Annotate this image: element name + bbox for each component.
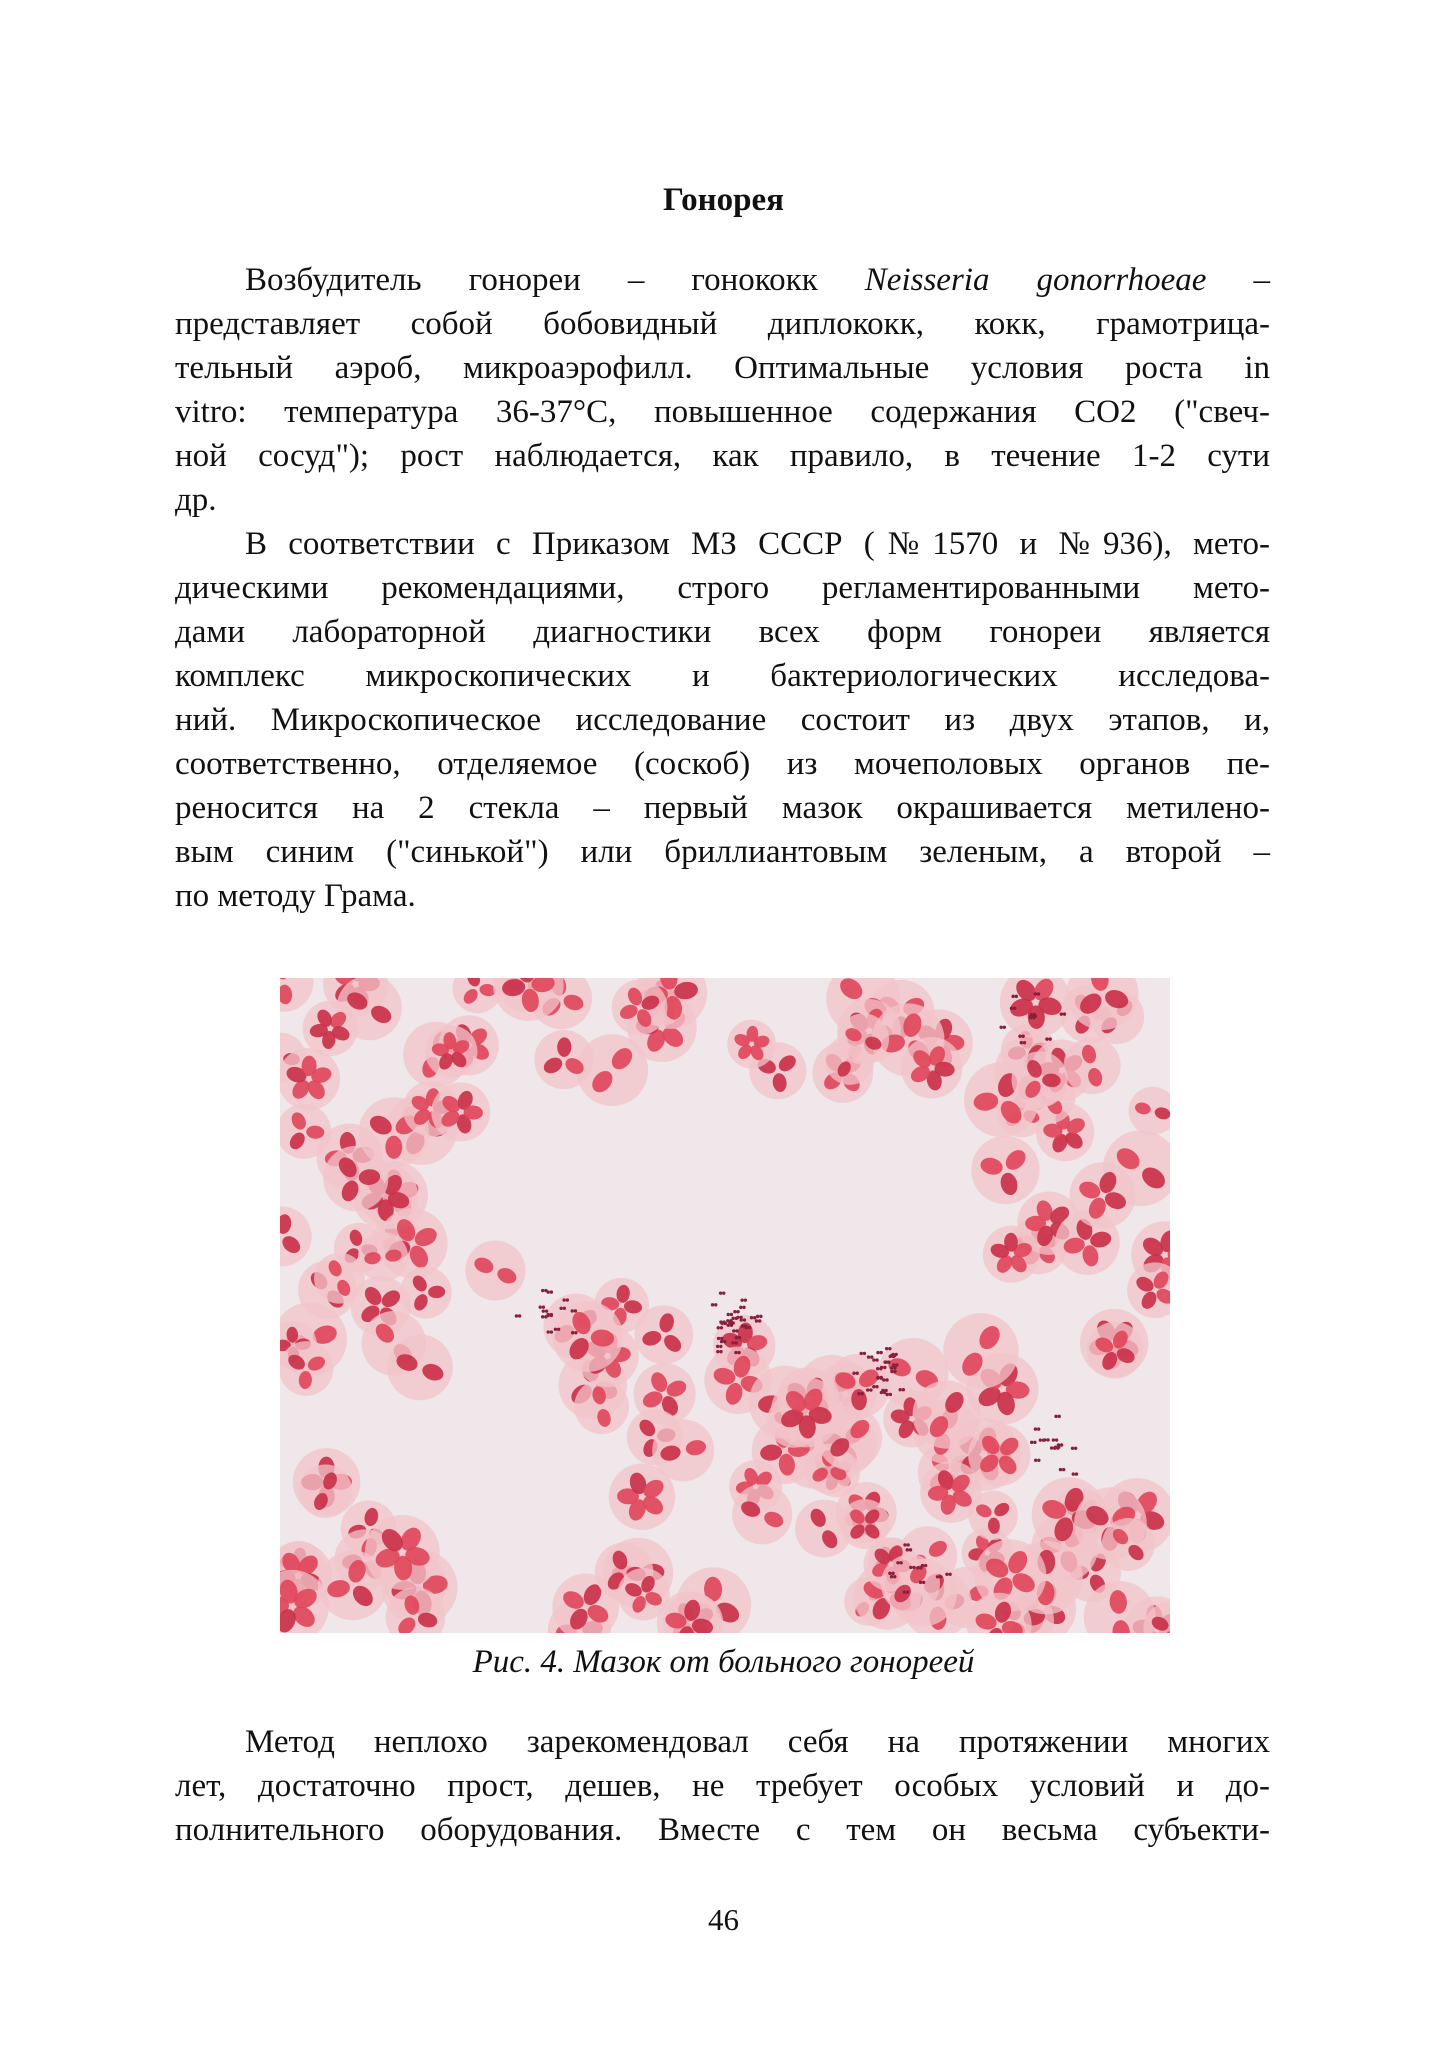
diplococcus	[563, 1307, 566, 1310]
diplococcus	[719, 1345, 722, 1348]
diplococcus	[717, 1326, 720, 1329]
diplococcus	[720, 1340, 723, 1343]
diplococcus	[550, 1314, 553, 1317]
page-number: 46	[708, 1902, 739, 1937]
diplococcus	[759, 1315, 762, 1318]
diplococcus	[733, 1310, 736, 1313]
cell-body	[913, 1380, 981, 1448]
cell-body	[387, 1334, 453, 1400]
cell-body	[838, 1013, 889, 1064]
diplococcus	[921, 1564, 924, 1567]
diplococcus	[857, 1392, 860, 1395]
text-line: по методу Грама.	[175, 878, 416, 914]
diplococcus	[539, 1305, 542, 1308]
diplococcus	[876, 1376, 879, 1379]
diplococcus	[1034, 1427, 1037, 1430]
diplococcus	[859, 1352, 862, 1355]
diplococcus	[895, 1363, 898, 1366]
diplococcus	[893, 1370, 896, 1373]
paragraph-1	[175, 258, 1270, 522]
cell-body	[652, 1419, 714, 1481]
diplococcus	[1039, 1438, 1042, 1441]
diplococcus	[888, 1347, 891, 1350]
diplococcus	[896, 1561, 899, 1564]
diplococcus	[890, 1366, 893, 1369]
diplococcus	[895, 1353, 898, 1356]
cell-body	[1087, 1322, 1144, 1379]
diplococcus	[740, 1318, 743, 1321]
diplococcus	[870, 1355, 873, 1358]
text-line: ной сосуд"); рост наблюдается, как правило, в течение 1-2 сути	[175, 438, 1270, 474]
diplococcus	[738, 1336, 741, 1339]
diplococcus	[1030, 1015, 1033, 1018]
diplococcus	[1048, 1037, 1051, 1040]
diplococcus	[1050, 1446, 1053, 1449]
diplococcus	[912, 1566, 915, 1569]
text-line: соответственно, отделяемое (соскоб) из мочеполовых органов пе-	[175, 746, 1270, 782]
diplococcus	[1072, 1472, 1075, 1475]
diplococcus	[722, 1320, 725, 1323]
diplococcus	[742, 1306, 745, 1309]
diplococcus	[1003, 1026, 1006, 1029]
diplococcus	[876, 1367, 879, 1370]
diplococcus	[547, 1330, 550, 1333]
diplococcus	[550, 1290, 553, 1293]
diplococcus	[876, 1351, 879, 1354]
diplococcus	[716, 1345, 719, 1348]
diplococcus	[1033, 1441, 1036, 1444]
diplococcus	[719, 1350, 722, 1353]
nucleus-lobe	[385, 1136, 402, 1159]
diplococcus	[744, 1324, 747, 1327]
diplococcus	[727, 1313, 730, 1316]
diplococcus	[890, 1370, 893, 1373]
diplococcus	[737, 1351, 740, 1354]
diplococcus	[711, 1303, 714, 1306]
cell-body	[732, 1484, 792, 1544]
diplococcus	[731, 1341, 734, 1344]
diplococcus	[863, 1352, 866, 1355]
diplococcus	[739, 1306, 742, 1309]
text-line	[175, 258, 1270, 302]
diplococcus	[1045, 1037, 1048, 1040]
diplococcus	[732, 1329, 735, 1332]
diplococcus	[1055, 1438, 1058, 1441]
diplococcus	[867, 1355, 870, 1358]
diplococcus	[881, 1389, 884, 1392]
text-line: тельный аэроб, микроаэрофилл. Оптимальные условия роста in	[175, 350, 1270, 386]
diplococcus	[869, 1388, 872, 1391]
diplococcus	[888, 1572, 891, 1575]
text-line: В соответствии с Приказом МЗ СССР (№1570 и №936), мето-	[245, 526, 1270, 562]
diplococcus	[518, 1314, 521, 1317]
diplococcus	[1010, 1007, 1013, 1010]
diplococcus	[885, 1393, 888, 1396]
gram-stain-smear-image	[280, 978, 1170, 1633]
diplococcus	[557, 1328, 560, 1331]
diplococcus	[1046, 1438, 1049, 1441]
diplococcus	[1034, 1459, 1037, 1462]
diplococcus	[1059, 1468, 1062, 1471]
diplococcus	[875, 1385, 878, 1388]
diplococcus	[1018, 1035, 1021, 1038]
diplococcus	[872, 1385, 875, 1388]
diplococcus	[1034, 992, 1037, 995]
diplococcus	[890, 1575, 893, 1578]
cell-body	[1102, 1518, 1155, 1571]
cell-body	[1064, 1037, 1121, 1094]
diplococcus	[922, 1581, 925, 1584]
diplococcus	[740, 1298, 743, 1301]
diplococcus	[1023, 1041, 1026, 1044]
diplococcus	[891, 1353, 894, 1356]
diplococcus	[716, 1350, 719, 1353]
text-line: ний. Микроскопическое исследование состоит из двух этапов, и,	[175, 702, 1270, 738]
diplococcus	[1043, 1438, 1046, 1441]
diplococcus	[939, 1575, 942, 1578]
cell-body	[574, 1379, 629, 1434]
diplococcus	[1074, 1447, 1077, 1450]
diplococcus	[924, 1564, 927, 1567]
diplococcus	[852, 1372, 855, 1375]
text-run: –	[1206, 262, 1270, 298]
diplococcus	[542, 1309, 545, 1312]
diplococcus	[909, 1548, 912, 1551]
diplococcus	[1060, 1443, 1063, 1446]
paragraph-3	[175, 1720, 1270, 1852]
diplococcus	[902, 1388, 905, 1391]
diplococcus	[736, 1316, 739, 1319]
diplococcus	[906, 1590, 909, 1593]
diplococcus	[758, 1319, 761, 1322]
text-line: др.	[175, 482, 217, 518]
cell-body	[881, 1554, 940, 1613]
diplococcus	[756, 1315, 759, 1318]
text-line: полнительного оборудования. Вместе с тем он весьма субъекти-	[175, 1812, 1270, 1848]
diplococcus	[744, 1298, 747, 1301]
diplococcus	[717, 1337, 720, 1340]
micrograph-figure	[280, 978, 1170, 1633]
diplococcus	[866, 1388, 869, 1391]
diplococcus	[880, 1376, 883, 1379]
diplococcus	[1057, 1443, 1060, 1446]
diplococcus	[722, 1291, 725, 1294]
diplococcus	[1075, 1472, 1078, 1475]
diplococcus	[515, 1314, 518, 1317]
diplococcus	[727, 1324, 730, 1327]
diplococcus	[999, 1026, 1002, 1029]
diplococcus	[1058, 1415, 1061, 1418]
diplococcus	[743, 1318, 746, 1321]
diplococcus	[542, 1305, 545, 1308]
diplococcus	[1053, 1446, 1056, 1449]
cell-body	[1070, 1162, 1136, 1228]
diplococcus	[719, 1291, 722, 1294]
diplococcus	[856, 1372, 859, 1375]
diplococcus	[887, 1360, 890, 1363]
diplococcus	[916, 1566, 919, 1569]
diplococcus	[554, 1328, 557, 1331]
diplococcus	[571, 1309, 574, 1312]
diplococcus	[1052, 1438, 1055, 1441]
diplococcus	[748, 1326, 751, 1329]
cell-body	[617, 1568, 669, 1620]
diplococcus	[734, 1351, 737, 1354]
text-line: Метод неплохо зарекомендовал себя на протяжении многих	[245, 1724, 1270, 1760]
text-line: дическими рекомендациями, строго регламентированными мето-	[175, 570, 1270, 606]
text-line: комплекс микроскопических и бактериологических исследова-	[175, 658, 1270, 694]
diplococcus	[919, 1581, 922, 1584]
diplococcus	[883, 1360, 886, 1363]
diplococcus	[879, 1351, 882, 1354]
diplococcus	[1054, 1415, 1057, 1418]
diplococcus	[1037, 1427, 1040, 1430]
diplococcus	[1037, 992, 1040, 995]
diplococcus	[571, 1331, 574, 1334]
diplococcus	[1021, 1035, 1024, 1038]
diplococcus	[741, 1324, 744, 1327]
text-line: дами лабораторной диагностики всех форм гонореи является	[175, 614, 1270, 650]
diplococcus	[730, 1313, 733, 1316]
cell-body	[299, 1464, 353, 1518]
diplococcus	[899, 1561, 902, 1564]
diplococcus	[903, 1590, 906, 1593]
diplococcus	[1056, 1446, 1059, 1449]
diplococcus	[719, 1320, 722, 1323]
diplococcus	[1037, 1459, 1040, 1462]
diplococcus	[574, 1331, 577, 1334]
cell-body	[314, 1253, 365, 1304]
diplococcus	[893, 1575, 896, 1578]
diplococcus	[1063, 1012, 1066, 1015]
text-line: представляет собой бобовидный диплококк, кокк, грамотрица-	[175, 306, 1270, 342]
diplococcus	[574, 1309, 577, 1312]
diplococcus	[541, 1315, 544, 1318]
diplococcus	[546, 1314, 549, 1317]
diplococcus	[755, 1319, 758, 1322]
figure-caption: Рис. 4. Мазок от больного гонореей	[472, 1644, 975, 1680]
diplococcus	[735, 1336, 738, 1339]
diplococcus	[1013, 1007, 1016, 1010]
diplococcus	[893, 1366, 896, 1369]
diplococcus	[909, 1566, 912, 1569]
diplococcus	[883, 1366, 886, 1369]
diplococcus	[550, 1330, 553, 1333]
species-name: Neisseria gonorrhoeae	[864, 262, 1207, 298]
diplococcus	[1034, 1015, 1037, 1018]
diplococcus	[906, 1543, 909, 1546]
diplococcus	[1015, 995, 1018, 998]
diplococcus	[735, 1329, 738, 1332]
diplococcus	[885, 1347, 888, 1350]
diplococcus	[872, 1358, 875, 1361]
diplococcus	[1071, 1447, 1074, 1450]
diplococcus	[1062, 1468, 1065, 1471]
diplococcus	[753, 1316, 756, 1319]
diplococcus	[884, 1389, 887, 1392]
diplococcus	[861, 1392, 864, 1395]
diplococcus	[723, 1340, 726, 1343]
diplococcus	[714, 1303, 717, 1306]
paragraph-2	[175, 522, 1270, 918]
text-line: реносится на 2 стекла – первый мазок окрашивается метилено-	[175, 790, 1270, 826]
diplococcus	[885, 1378, 888, 1381]
diplococcus	[903, 1543, 906, 1546]
diplococcus	[562, 1298, 565, 1301]
diplococcus	[720, 1326, 723, 1329]
cell-body	[971, 1136, 1039, 1204]
cell-body	[943, 1313, 1018, 1388]
text-run: Возбудитель гонореи – гонококк	[245, 262, 865, 298]
cell-body	[465, 1240, 525, 1300]
diplococcus	[734, 1341, 737, 1344]
diplococcus	[545, 1309, 548, 1312]
diplococcus	[906, 1548, 909, 1551]
cell-body	[612, 979, 668, 1035]
diplococcus	[1060, 1012, 1063, 1015]
section-title: Гонорея	[663, 182, 784, 218]
diplococcus	[559, 1307, 562, 1310]
diplococcus	[936, 1575, 939, 1578]
diplococcus	[1030, 1441, 1033, 1444]
diplococcus	[750, 1316, 753, 1319]
diplococcus	[891, 1572, 894, 1575]
diplococcus	[736, 1310, 739, 1313]
text-line: vitro: температура 36-37°С, повышенное содержания СО2 ("свеч-	[175, 394, 1270, 430]
diplococcus	[1011, 995, 1014, 998]
diplococcus	[544, 1289, 547, 1292]
text-line: лет, достаточно прост, дешев, не требует особых условий и до-	[175, 1768, 1270, 1804]
diplococcus	[948, 1573, 951, 1576]
diplococcus	[879, 1367, 882, 1370]
diplococcus	[875, 1358, 878, 1361]
diplococcus	[945, 1573, 948, 1576]
diplococcus	[720, 1337, 723, 1340]
diplococcus	[1020, 1041, 1023, 1044]
diplococcus	[541, 1289, 544, 1292]
diplococcus	[730, 1324, 733, 1327]
diplococcus	[889, 1393, 892, 1396]
diplococcus	[898, 1388, 901, 1391]
text-line: вым синим ("синькой") или бриллиантовым зеленым, а второй –	[175, 834, 1270, 870]
diplococcus	[566, 1298, 569, 1301]
